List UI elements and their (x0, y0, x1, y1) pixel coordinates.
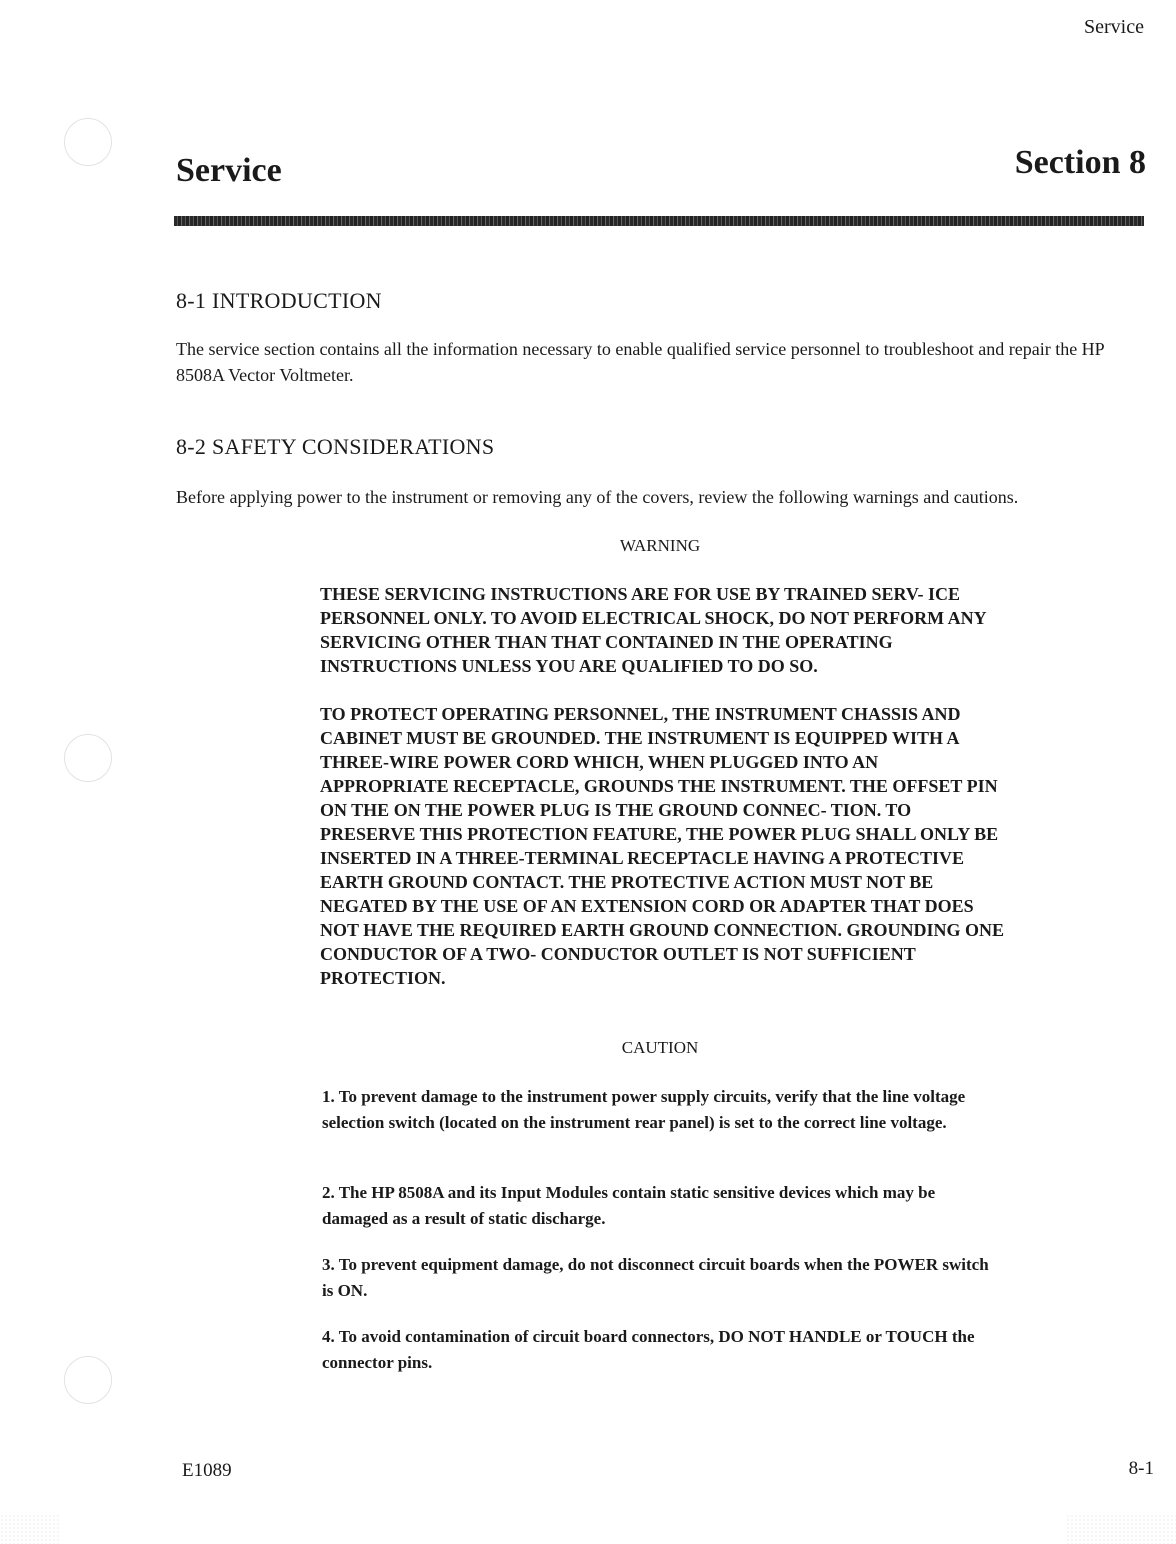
intro-heading: 8-1 INTRODUCTION (176, 288, 382, 313)
punch-hole (64, 734, 112, 782)
caution-item: 1. To prevent damage to the instrument power supply circuits, verify that the line voltage selection switch (located on the instrument rear panel) is set to the correct line voltage. (322, 1087, 966, 1132)
title-rule (174, 216, 1144, 226)
page-number: 8-1 (1128, 1458, 1154, 1479)
warning-paragraph: THESE SERVICING INSTRUCTIONS ARE FOR USE BY TRAINED SERV- ICE PERSONNEL ONLY. TO AVOID ELECTRICAL SHOCK, DO NOT PERFORM ANY SERVICING OTHER THAN THAT CONTAINED IN THE OPERATING INSTRUCTIONS UNLESS YOU ARE QUALIFIED TO DO SO. (320, 584, 986, 676)
punch-hole (64, 118, 112, 166)
intro-text: The service section contains all the information necessary to enable qualified service personnel to troubleshoot and repair the HP 8508A Vector Voltmeter. (176, 339, 1105, 385)
scan-noise (1066, 1514, 1176, 1544)
scan-noise (0, 1514, 60, 1544)
running-header: Service (1084, 16, 1144, 38)
warning-paragraph: TO PROTECT OPERATING PERSONNEL, THE INSTRUMENT CHASSIS AND CABINET MUST BE GROUNDED. THE INSTRUMENT IS EQUIPPED WITH A THREE-WIRE POWER CORD WHICH, WHEN PLUGGED INTO AN APPROPRIATE RECEPTACLE, GROUNDS THE INSTRUMENT. THE OFFSET PIN ON THE ON THE POWER PLUG IS THE GROUND CONNEC- TION. TO PRESERVE THIS PROTECTION FEATURE, THE POWER PLUG SHALL ONLY BE INSERTED IN A THREE-TERMINAL RECEPTACLE HAVING A PROTECTIVE EARTH GROUND CONTACT. THE PROTECTIVE ACTION MUST NOT BE NEGATED BY THE USE OF AN EXTENSION CORD OR ADAPTER THAT DOES NOT HAVE THE REQUIRED EARTH GROUND CONNECTION. GROUNDING ONE CONDUCTOR OF A TWO- CONDUCTOR OUTLET IS NOT SUFFICIENT PROTECTION. (320, 704, 1004, 988)
caution-item: 2. The HP 8508A and its Input Modules contain static sensitive devices which may be damaged as a result of static discharge. (322, 1183, 936, 1228)
warning-label: WARNING (619, 536, 701, 555)
safety-heading: 8-2 SAFETY CONSIDERATIONS (176, 434, 495, 459)
safety-text: Before applying power to the instrument or removing any of the covers, review the following warnings and cautions. (176, 487, 1019, 507)
caution-item: 3. To prevent equipment damage, do not disconnect circuit boards when the POWER switch is ON. (322, 1255, 989, 1300)
punch-hole (64, 1356, 112, 1404)
page-title: Service (176, 152, 282, 189)
doc-code: E1089 (182, 1460, 232, 1481)
caution-item: 4. To avoid contamination of circuit board connectors, DO NOT HANDLE or TOUCH the connector pins. (322, 1327, 975, 1372)
caution-label: CAUTION (621, 1038, 699, 1057)
section-label: Section 8 (1014, 144, 1146, 181)
